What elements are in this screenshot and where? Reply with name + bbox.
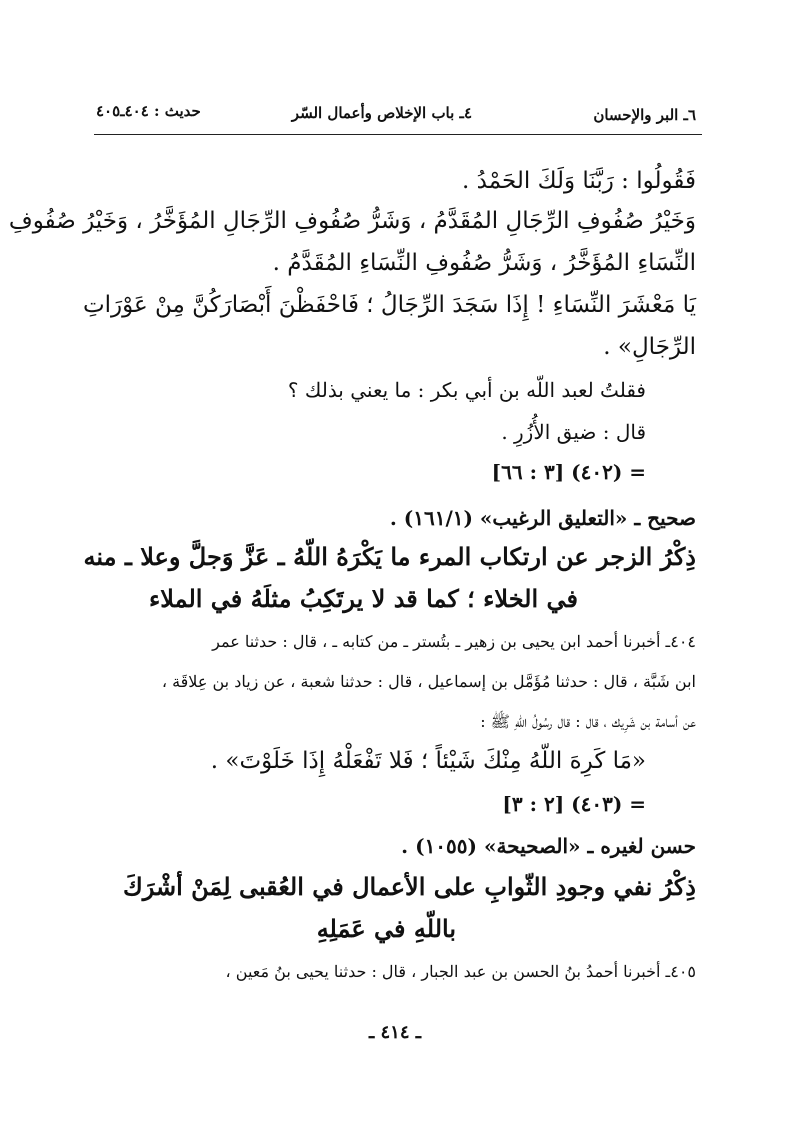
text-line: فَقُولُوا : رَبَّنَا وَلَكَ الحَمْدُ .: [462, 168, 696, 194]
text-line: النِّسَاءِ المُؤَخَّرُ ، وَشَرُّ صُفُوفِ النِّسَاءِ المُقَدَّمُ .: [272, 250, 696, 276]
chapter-heading: في الخلاء ؛ كما قد لا يرتَكِبُ مثلَهُ في الملاء: [148, 584, 578, 613]
header-chapter: ٦ـ البر والإحسان: [593, 106, 696, 124]
grading-line: حسن لغيره ـ «الصحيحة» (١٠٥٥) .: [401, 834, 696, 858]
header-rule: [94, 134, 702, 135]
isnad-line: عن أسامة بن شَرِيك ، قال : قال رسُولُ اللّهِ ﷺ :: [480, 712, 696, 731]
page-number: ـ ٤١٤ ـ: [368, 1022, 422, 1043]
text-line: يَا مَعْشَرَ النِّسَاءِ ! إِذَا سَجَدَ الرِّجَالُ ؛ فَاحْفَظْنَ أَبْصَارَكُنَّ مِنْ عَوْرَاتِ: [82, 292, 696, 318]
header-section: ٤ـ باب الإخلاص وأعمال السّر: [291, 104, 472, 122]
isnad-line: ٤٠٥ـ أخبرنا أحمدُ بنُ الحسن بن عبد الجبار ، قال : حدثنا يحيى بنُ مَعين ،: [225, 962, 696, 981]
text-line: فقلتُ لعبد اللّه بن أبي بكر : ما يعني بذلك ؟: [287, 378, 646, 402]
isnad-line: ابن شَبَّة ، قال : حدثنا مُؤَمَّل بن إسماعيل ، قال : حدثنا شعبة ، عن زياد بن عِلاقَة ،: [161, 672, 696, 691]
text-line: قال : ضيق الأُزُرِ .: [501, 420, 646, 444]
hadith-text: «مَا كَرِهَ اللّهُ مِنْكَ شَيْئاً ؛ فَلا تَفْعَلْهُ إِذَا خَلَوْتَ» .: [210, 748, 646, 774]
isnad-line: ٤٠٤ـ أخبرنا أحمد ابن يحيى بن زهير ـ بتُستر ـ من كتابه ـ ، قال : حدثنا عمر: [212, 632, 696, 651]
chapter-heading: ذِكْرُ الزجر عن ارتكاب المرء ما يَكْرَهُ اللّهُ ـ عَزَّ وَجلَّ وعلا ـ منه: [83, 542, 696, 571]
text-line: الرِّجَالِ» .: [603, 334, 696, 360]
text-line: وَخَيْرُ صُفُوفِ الرِّجَالِ المُقَدَّمُ ، وَشَرُّ صُفُوفِ الرِّجَالِ المُؤَخَّرُ ، وَخَيْرُ صُفُوفِ: [8, 208, 696, 234]
header-hadith-range: حديث : ٤٠٤ـ٤٠٥: [96, 102, 201, 120]
grading-line: صحيح ـ «التعليق الرغيب» (١٦١/١) .: [389, 506, 696, 530]
chapter-heading: ذِكْرُ نفي وجودِ الثّوابِ على الأعمال في العُقبى لِمَنْ أشْرَكَ: [122, 872, 696, 901]
reference-line: = (٤٠٢) [٣ : ٦٦]: [491, 460, 646, 484]
reference-line: = (٤٠٣) [٢ : ٣]: [502, 792, 646, 816]
chapter-heading: باللّهِ في عَمَلِهِ: [316, 914, 456, 943]
